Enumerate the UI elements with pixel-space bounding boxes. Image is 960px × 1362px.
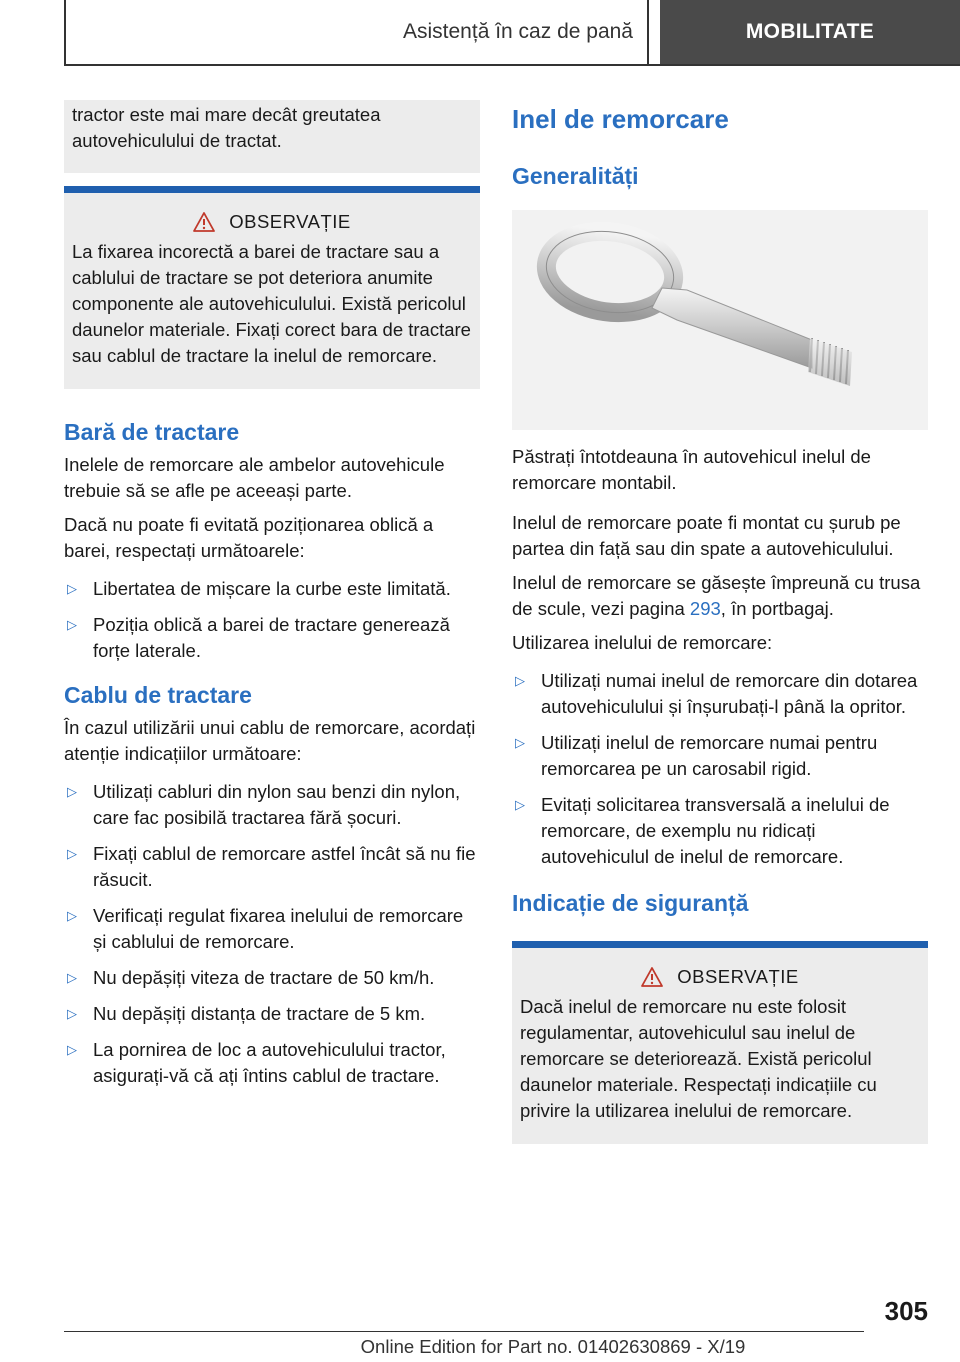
- bullet-triangle-icon: ▷: [67, 784, 77, 799]
- left-column: [64, 100, 480, 1099]
- bullet-triangle-icon: ▷: [67, 1006, 77, 1021]
- list-item: ▷ Utilizați inelul de remorcare numai pentru remorcarea pe un carosabil rigid.: [512, 730, 928, 782]
- towing-eye-list: [512, 668, 928, 870]
- list-item: ▷ Poziția oblică a barei de tractare generează forțe laterale.: [64, 612, 480, 664]
- paragraph: Inelele de remorcare ale ambelor autovehicule trebuie să se afle pe aceeași parte.: [64, 454, 445, 501]
- heading-tow-cable: Cablu de tractare: [64, 682, 252, 708]
- list-item: ▷ Libertatea de mișcare la curbe este limitată.: [64, 576, 480, 602]
- footer-divider: [64, 1331, 864, 1332]
- heading-towing-eye: Inel de remorcare: [512, 104, 729, 134]
- bullet-triangle-icon: ▷: [67, 846, 77, 861]
- list-item: ▷ Nu depășiți viteza de tractare de 50 km/h.: [64, 965, 480, 991]
- paragraph: Dacă nu poate fi evitată poziționarea oblică a barei, respectați următoarele:: [64, 514, 434, 561]
- page-number: 305: [884, 1296, 928, 1326]
- warning-triangle-icon: [641, 967, 663, 987]
- edition-text: Online Edition for Part no. 01402630869 - X/19: [360, 1336, 746, 1357]
- heading-safety: Indicație de siguranță: [512, 890, 749, 916]
- bullet-triangle-icon: ▷: [67, 581, 77, 596]
- warning-header: [520, 966, 920, 988]
- warning-box: [512, 941, 928, 1144]
- list-item: ▷ Nu depășiți distanța de tractare de 5 km.: [64, 1001, 480, 1027]
- warning-triangle-icon: [193, 212, 215, 232]
- heading-general: Generalități: [512, 163, 639, 189]
- list-item: ▷ Evitați solicitarea transversală a inelului de remorcare, de exemplu nu ridicați autovehiculul de inelul de remorcare.: [512, 792, 928, 870]
- towing-eye-icon: [512, 210, 928, 430]
- warning-box: [64, 186, 480, 389]
- chapter-tab[interactable]: MOBILITATE: [660, 0, 960, 64]
- warning-text: La fixarea incorectă a barei de tractare sau a cablului de tractare se pot deteriora anumite componente ale autovehiculului. Există pericolul daunelor materiale. Fixați corect bara de tractare sau cablul de tractare la inelul de remorcare.: [72, 241, 471, 366]
- paragraph: Utilizarea inelului de remorcare:: [512, 632, 773, 653]
- towing-eye-illustration: [512, 210, 928, 430]
- bullet-triangle-icon: ▷: [515, 735, 525, 750]
- list-item: ▷ Verificați regulat fixarea inelului de remorcare și cablului de remorcare.: [64, 903, 480, 955]
- continued-note-text: tractor este mai mare decât greutatea autovehiculului de tractat.: [72, 104, 381, 151]
- warning-header: [72, 211, 472, 233]
- bullet-triangle-icon: ▷: [67, 617, 77, 632]
- bullet-triangle-icon: ▷: [67, 970, 77, 985]
- paragraph: În cazul utilizării unui cablu de remorcare, acordați atenție indicațiilor următoare:: [64, 717, 476, 764]
- list-item: ▷ Fixați cablul de remorcare astfel încât să nu fie răsucit.: [64, 841, 480, 893]
- warning-title: OBSERVAȚIE: [229, 211, 351, 232]
- section-title: Asistență în caz de pană: [66, 0, 649, 64]
- list-item: ▷ La pornirea de loc a autovehiculului tractor, asigurați-vă că ați întins cablul de tractare.: [64, 1037, 480, 1089]
- warning-title: OBSERVAȚIE: [677, 966, 799, 987]
- continued-note-box: [64, 100, 480, 173]
- bullet-triangle-icon: ▷: [67, 908, 77, 923]
- list-item: ▷ Utilizați cabluri din nylon sau benzi din nylon, care fac posibilă tractarea fără șocuri.: [64, 779, 480, 831]
- tow-cable-list: [64, 779, 480, 1089]
- list-item: ▷ Utilizați numai inelul de remorcare din dotarea autovehiculului și înșurubați-l până la opritor.: [512, 668, 928, 720]
- paragraph: Inelul de remorcare se găsește împreună cu trusa de scule, vezi pagina 293, în portbagaj.: [512, 572, 921, 619]
- warning-text: Dacă inelul de remorcare nu este folosit regulamentar, autovehiculul sau inelul de remorcare se deteriorează. Există pericolul daunelor materiale. Respectați indicațiile cu privire la utilizarea inelului de remorcare.: [520, 996, 877, 1121]
- bullet-triangle-icon: ▷: [515, 673, 525, 688]
- page-link[interactable]: 293: [689, 598, 721, 619]
- tow-bar-list: [64, 576, 480, 664]
- bullet-triangle-icon: ▷: [67, 1042, 77, 1057]
- right-column: [512, 100, 928, 1144]
- paragraph: Inelul de remorcare poate fi montat cu șurub pe partea din față sau din spate a autovehiculului.: [512, 512, 901, 559]
- paragraph: Păstrați întotdeauna în autovehicul inelul de remorcare montabil.: [512, 446, 871, 493]
- bullet-triangle-icon: ▷: [515, 797, 525, 812]
- heading-tow-bar: Bară de tractare: [64, 419, 240, 445]
